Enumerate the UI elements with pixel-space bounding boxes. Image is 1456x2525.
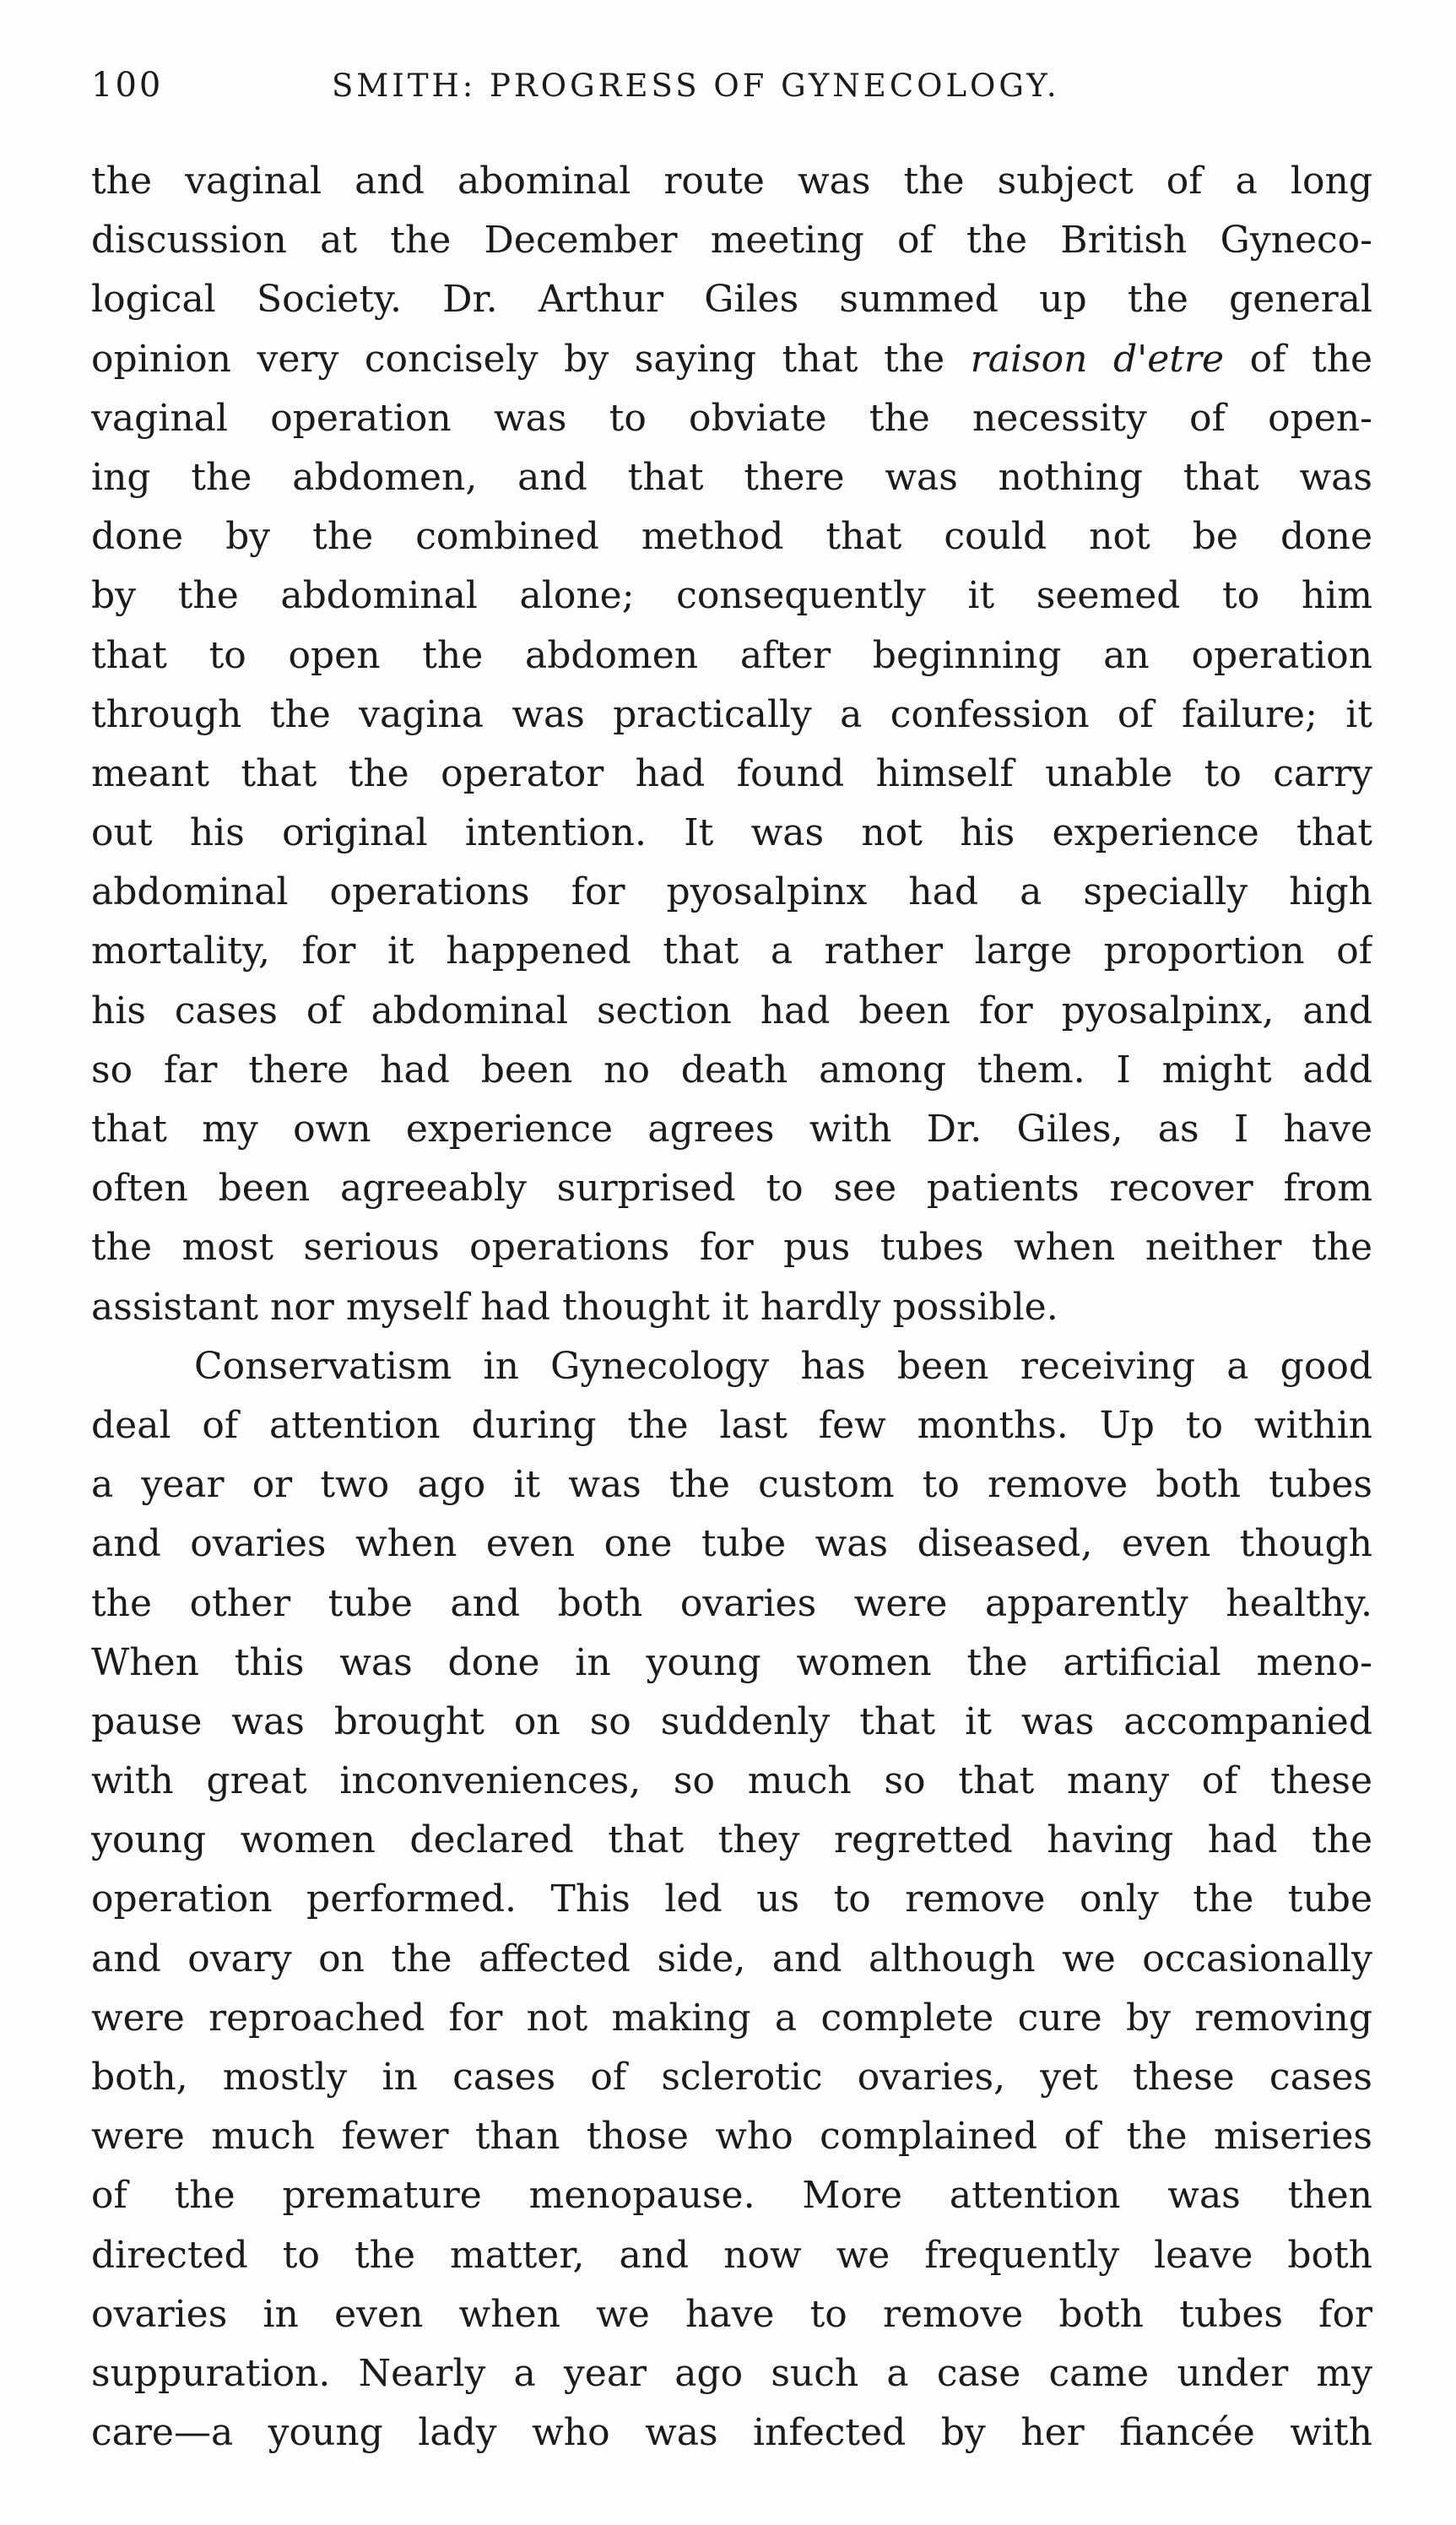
text-line: his cases of abdominal section had been for pyosalpinx, and bbox=[91, 989, 1372, 1032]
text-line: Conservatism in Gynecology has been receiving a good bbox=[194, 1344, 1372, 1388]
body-text bbox=[91, 152, 1372, 2463]
italic-phrase: raison d'etre bbox=[970, 337, 1225, 381]
text-line: and ovary on the affected side, and although we occasionally bbox=[91, 1937, 1372, 1980]
text-line: deal of attention during the last few months. Up to within bbox=[91, 1403, 1372, 1447]
text-line: directed to the matter, and now we frequently leave both bbox=[91, 2233, 1372, 2277]
text-line: assistant nor myself had thought it hardly possible. bbox=[91, 1285, 1058, 1329]
text-line: young women declared that they regretted having had the bbox=[91, 1818, 1372, 1862]
text-line: pause was brought on so suddenly that it was accompanied bbox=[91, 1699, 1372, 1743]
text-line: were reproached for not making a complete cure by removing bbox=[91, 1996, 1372, 2040]
text-line: done by the combined method that could not be done bbox=[91, 515, 1372, 559]
text-line: out his original intention. It was not his experience that bbox=[91, 811, 1372, 855]
text-line: by the abdominal alone; consequently it seemed to him bbox=[91, 574, 1372, 618]
text-line: the vaginal and abominal route was the subject of a long bbox=[91, 160, 1372, 203]
text-line: When this was done in young women the artificial meno- bbox=[91, 1640, 1372, 1684]
text-line: were much fewer than those who complained of the miseries bbox=[91, 2115, 1372, 2159]
text-line: suppuration. Nearly a year ago such a case came under my bbox=[91, 2351, 1372, 2395]
text-line: with great inconveniences, so much so that many of these bbox=[91, 1759, 1372, 1803]
text-line: that my own experience agrees with Dr. Giles, as I have bbox=[91, 1108, 1372, 1151]
text-line: so far there had been no death among them. I might add bbox=[91, 1048, 1372, 1092]
text-line: vaginal operation was to obviate the necessity of open- bbox=[91, 396, 1372, 440]
text-line: that to open the abdomen after beginning an operation bbox=[91, 633, 1372, 677]
running-head bbox=[91, 66, 1374, 116]
text-line: the most serious operations for pus tubes when neither the bbox=[91, 1226, 1372, 1270]
text-line: ing the abdomen, and that there was nothing that was bbox=[91, 455, 1372, 499]
text-line: mortality, for it happened that a rather large proportion of bbox=[91, 929, 1372, 973]
page-number: 100 bbox=[91, 66, 164, 105]
text-line: care—a young lady who was infected by her fiancée with bbox=[91, 2411, 1372, 2455]
text-line: of the premature menopause. More attention was then bbox=[91, 2174, 1372, 2218]
text-line: meant that the operator had found himself unable to carry bbox=[91, 751, 1372, 795]
text-line: through the vagina was practically a confession of failure; it bbox=[91, 692, 1372, 736]
text-line: the other tube and both ovaries were apparently healthy. bbox=[91, 1581, 1372, 1625]
text-line: a year or two ago it was the custom to remove both tubes bbox=[91, 1463, 1372, 1507]
text-line: ovaries in even when we have to remove both tubes for bbox=[91, 2292, 1372, 2336]
text-line: often been agreeably surprised to see patients recover from bbox=[91, 1167, 1372, 1211]
text-line: both, mostly in cases of sclerotic ovaries, yet these cases bbox=[91, 2056, 1372, 2099]
text-line: operation performed. This led us to remove only the tube bbox=[91, 1877, 1372, 1921]
text-line: and ovaries when even one tube was diseased, even though bbox=[91, 1522, 1372, 1566]
running-title: SMITH: PROGRESS OF GYNECOLOGY. bbox=[332, 68, 1060, 104]
text-line: logical Society. Dr. Arthur Giles summed up the general bbox=[91, 278, 1372, 322]
text-line: discussion at the December meeting of the British Gyneco- bbox=[91, 219, 1372, 263]
text-line: abdominal operations for pyosalpinx had a specially high bbox=[91, 870, 1372, 914]
text-line: opinion very concisely by saying that the raison d'etre of the bbox=[91, 337, 1372, 381]
